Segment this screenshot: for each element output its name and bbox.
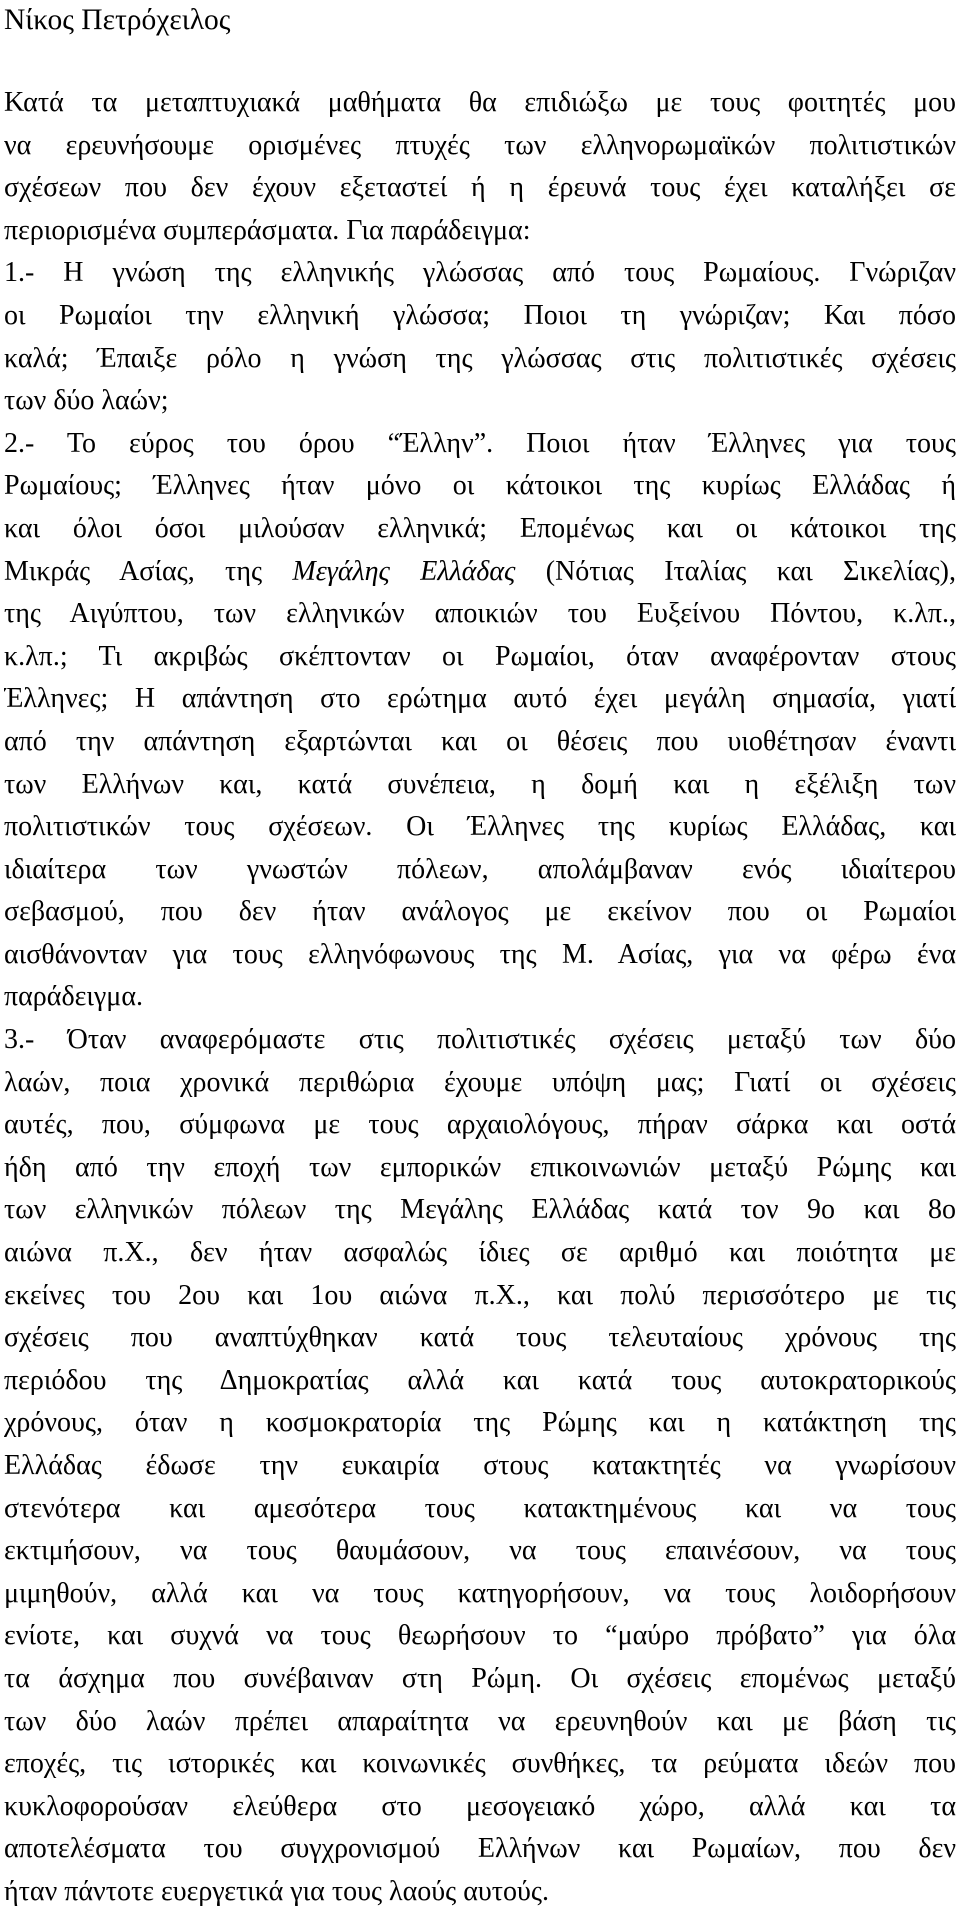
text-line: από την απάντηση εξαρτώνται και οι θέσεις που υιοθέτησαν έναντι: [4, 725, 956, 757]
text-line: των δύο λαών;: [4, 385, 169, 417]
text-line: [4, 551, 956, 594]
text-segment: (Νότιας Ιταλίας και Σικελίας),: [515, 555, 956, 587]
text-line: στενότερα και αμεσότερα τους κατακτημένους και να τους: [4, 1492, 956, 1524]
text-line: μιμηθούν, αλλά και να τους κατηγορήσουν, να τους λοιδορήσουν: [4, 1577, 956, 1609]
text-line: των ελληνικών πόλεων της Μεγάλης Ελλάδας κατά τον 9ο και 8ο: [4, 1194, 956, 1226]
text-line: των Ελλήνων και, κατά συνέπεια, η δομή και η εξέλιξη των: [4, 768, 956, 800]
text-segment: Μικράς Ασίας, της: [4, 555, 293, 587]
text-line: αιώνα π.Χ., δεν ήταν ασφαλώς ίδιες σε αριθμό και ποιότητα με: [4, 1237, 956, 1269]
text-line: εποχές, τις ιστορικές και κοινωνικές συνθήκες, τα ρεύματα ιδεών που: [4, 1748, 956, 1780]
text-line: Έλληνες; Η απάντηση στο ερώτημα αυτό έχει μεγάλη σημασία, γιατί: [4, 683, 956, 715]
text-line: 3.- Όταν αναφερόμαστε στις πολιτιστικές σχέσεις μεταξύ των δύο: [4, 1024, 956, 1056]
text-line: εκείνες του 2ου και 1ου αιώνα π.Χ., και πολύ περισσότερο με τις: [4, 1279, 956, 1311]
text-line: χρόνους, όταν η κοσμοκρατορία της Ρώμης και η κατάκτηση της: [4, 1407, 956, 1439]
text-line: της Αιγύπτου, των ελληνικών αποικιών του Ευξείνου Πόντου, κ.λπ.,: [4, 598, 956, 630]
text-line: αισθάνονταν για τους ελληνόφωνους της Μ. Ασίας, για να φέρω ένα: [4, 938, 956, 970]
text-line: σχέσεις που αναπτύχθηκαν κατά τους τελευταίους χρόνους της: [4, 1322, 956, 1354]
text-line: και όλοι όσοι μιλούσαν ελληνικά; Επομένως και οι κάτοικοι της: [4, 512, 956, 544]
text-line: περιορισμένα συμπεράσματα. Για παράδειγμα:: [4, 214, 531, 246]
text-line: ενίοτε, και συχνά να τους θεωρήσουν το “μαύρο πρόβατο” για όλα: [4, 1620, 956, 1652]
text-line: 2.- Το εύρος του όρου “Έλλην”. Ποιοι ήταν Έλληνες για τους: [4, 427, 956, 459]
text-line: τα άσχημα που συνέβαιναν στη Ρώμη. Οι σχέσεις επομένως μεταξύ: [4, 1662, 956, 1694]
text-line: κ.λπ.; Τι ακριβώς σκέπτονταν οι Ρωμαίοι, όταν αναφέρονταν στους: [4, 640, 956, 672]
text-line: αποτελέσματα του συγχρονισμού Ελλήνων και Ρωμαίων, που δεν: [4, 1833, 956, 1865]
text-line: Ρωμαίους; Έλληνες ήταν μόνο οι κάτοικοι της κυρίως Ελλάδας ή: [4, 470, 956, 502]
text-line: εκτιμήσουν, να τους θαυμάσουν, να τους επαινέσουν, να τους: [4, 1535, 956, 1567]
text-line: ήταν πάντοτε ευεργετικά για τους λαούς αυτούς.: [4, 1875, 549, 1907]
text-line: ιδιαίτερα των γνωστών πόλεων, απολάμβαναν ενός ιδιαίτερου: [4, 853, 956, 885]
text-line: παράδειγμα.: [4, 981, 143, 1013]
text-line: 1.- Η γνώση της ελληνικής γλώσσας από τους Ρωμαίους. Γνώριζαν: [4, 257, 956, 289]
text-line: λαών, ποια χρονικά περιθώρια έχουμε υπόψη μας; Γιατί οι σχέσεις: [4, 1066, 956, 1098]
text-line: περιόδου της Δημοκρατίας αλλά και κατά τους αυτοκρατορικούς: [4, 1364, 956, 1396]
text-line: σχέσεων που δεν έχουν εξεταστεί ή η έρευνά τους έχει καταλήξει σε: [4, 172, 956, 204]
text-line: σεβασμού, που δεν ήταν ανάλογος με εκείνον που οι Ρωμαίοι: [4, 896, 956, 928]
text-line: Ελλάδας έδωσε την ευκαιρία στους κατακτητές να γνωρίσουν: [4, 1450, 956, 1481]
text-line: κυκλοφορούσαν ελεύθερα στο μεσογειακό χώρο, αλλά και τα: [4, 1790, 956, 1822]
text-line: καλά; Έπαιξε ρόλο η γνώση της γλώσσας στις πολιτιστικές σχέσεις: [4, 342, 956, 374]
text-line: πολιτιστικών τους σχέσεων. Οι Έλληνες της κυρίως Ελλάδας, και: [4, 811, 956, 843]
text-line: των δύο λαών πρέπει απαραίτητα να ερευνηθούν και με βάση τις: [4, 1705, 956, 1737]
text-line: Κατά τα μεταπτυχιακά μαθήματα θα επιδιώξω με τους φοιτητές μου: [4, 87, 956, 118]
italic-text-segment: Μεγάλης Ελλάδας: [292, 555, 516, 587]
text-line: να ερευνήσουμε ορισμένες πτυχές των ελληνορωμαϊκών πολιτιστικών: [4, 129, 956, 161]
author-name: Νίκος Πετρόχειλος: [4, 4, 231, 36]
document-body: [4, 82, 956, 1914]
text-line: ήδη από την εποχή των εμπορικών επικοινωνιών μεταξύ Ρώμης και: [4, 1151, 956, 1183]
text-line: αυτές, που, σύμφωνα με τους αρχαιολόγους, πήραν σάρκα και οστά: [4, 1109, 956, 1141]
text-line: οι Ρωμαίοι την ελληνική γλώσσα; Ποιοι τη γνώριζαν; Και πόσο: [4, 299, 956, 331]
